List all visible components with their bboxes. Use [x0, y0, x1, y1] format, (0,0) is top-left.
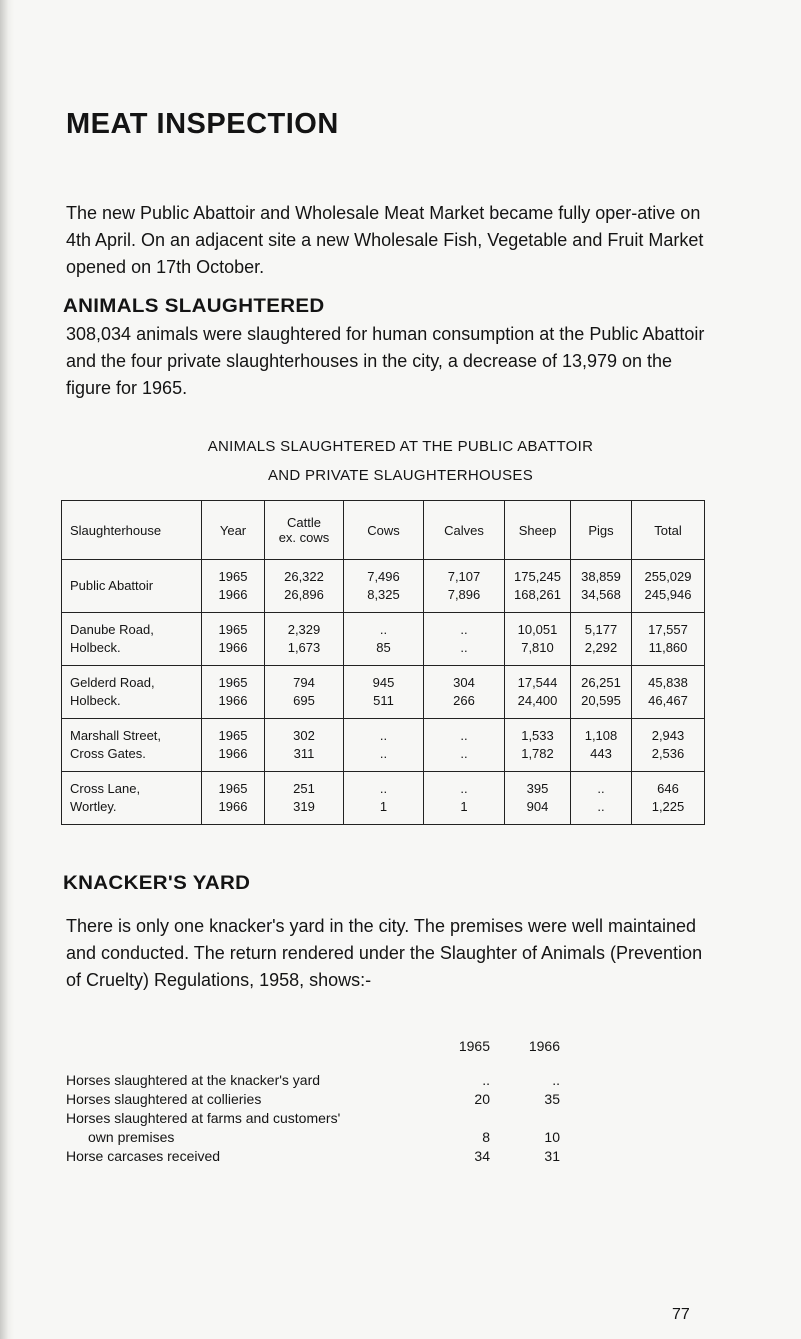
knackers-yard-heading: KNACKER'S YARD — [63, 873, 251, 894]
page-edge — [0, 0, 14, 1339]
pigs-cell — [571, 560, 632, 613]
year-value: 1965 — [218, 675, 248, 690]
calves-value: 304 — [453, 675, 475, 690]
total-cell — [632, 772, 705, 825]
sheep-cell — [505, 613, 571, 666]
slaughterhouse-name-cell — [62, 666, 202, 719]
year-value: 1966 — [218, 693, 248, 708]
slaughterhouse-name-cell — [62, 613, 202, 666]
header-total: Total — [632, 501, 705, 560]
cattle-cell — [265, 719, 344, 772]
cattle-value: 26,322 — [284, 569, 324, 584]
slaughterhouse-name-line: Cross Gates. — [70, 746, 146, 761]
cows-value: 8,325 — [367, 587, 400, 602]
knacker-value-1966: 10 — [544, 1129, 560, 1145]
sheep-value: 168,261 — [514, 587, 561, 602]
calves-value: .. — [460, 622, 468, 637]
slaughterhouse-name-line: Marshall Street, — [70, 728, 162, 743]
knacker-row — [66, 1072, 606, 1091]
animals-slaughtered-heading: ANIMALS SLAUGHTERED — [63, 296, 325, 317]
total-value: 2,943 — [651, 728, 685, 743]
cows-cell — [344, 719, 424, 772]
total-cell — [632, 613, 705, 666]
pigs-value: 20,595 — [581, 693, 621, 708]
table-row — [62, 666, 705, 719]
calves-cell — [424, 719, 505, 772]
slaughterhouse-name-line: Gelderd Road, — [70, 675, 155, 690]
cows-value: 1 — [379, 799, 388, 814]
slaughterhouse-name-line: Holbeck. — [70, 640, 121, 655]
cattle-value: 1,673 — [287, 640, 321, 655]
pigs-cell — [571, 772, 632, 825]
total-value: 2,536 — [651, 746, 685, 761]
header-sheep: Sheep — [505, 501, 571, 560]
header-cows: Cows — [344, 501, 424, 560]
cows-value: 7,496 — [367, 569, 400, 584]
year-value: 1965 — [218, 622, 248, 637]
pigs-value: .. — [597, 781, 605, 796]
knacker-row — [66, 1148, 606, 1167]
knacker-col-1966: 1966 — [528, 1038, 560, 1054]
cattle-cell — [265, 560, 344, 613]
calves-cell — [424, 666, 505, 719]
knacker-row-label: Horses slaughtered at collieries — [66, 1091, 262, 1107]
year-value: 1966 — [218, 587, 248, 602]
cattle-value: 302 — [293, 728, 315, 743]
table-title-line-1: ANIMALS SLAUGHTERED AT THE PUBLIC ABATTOIR — [207, 438, 594, 455]
table-row — [62, 560, 705, 613]
calves-cell — [424, 613, 505, 666]
slaughterhouse-name-line: Wortley. — [70, 799, 117, 814]
slaughterhouse-name-cell — [62, 772, 202, 825]
knacker-year-header — [66, 1038, 606, 1072]
year-cell — [202, 719, 265, 772]
table-row — [62, 772, 705, 825]
calves-value: 266 — [453, 693, 475, 708]
total-value: 245,946 — [644, 587, 692, 602]
pigs-value: 26,251 — [581, 675, 621, 690]
intro-paragraph: The new Public Abattoir and Wholesale Meat Market became fully oper-ative on 4th April. On an adjacent site a new Wholesale Fish, Vegetable and Fruit Market opened on 17th October. — [66, 203, 704, 277]
header-pigs: Pigs — [571, 501, 632, 560]
sheep-value: 7,810 — [521, 640, 554, 655]
calves-cell — [424, 772, 505, 825]
slaughterhouse-name-cell — [62, 719, 202, 772]
sheep-value: 1,782 — [521, 746, 554, 761]
cattle-value: 2,329 — [287, 622, 321, 637]
knacker-value-1965: .. — [482, 1072, 490, 1088]
pigs-value: 38,859 — [581, 569, 621, 584]
knacker-row-label: Horses slaughtered at farms and customers' — [66, 1110, 341, 1126]
calves-value: .. — [460, 746, 468, 761]
total-cell — [632, 719, 705, 772]
header-cattle-line-2: ex. cows — [278, 530, 330, 545]
cows-cell — [344, 772, 424, 825]
pigs-value: 5,177 — [584, 622, 618, 637]
total-value: 17,557 — [648, 622, 688, 637]
cows-value: 85 — [376, 640, 391, 655]
cattle-value: 26,896 — [284, 587, 324, 602]
slaughterhouse-name-cell — [62, 560, 202, 613]
sheep-value: 17,544 — [517, 675, 558, 690]
total-cell — [632, 560, 705, 613]
cows-cell — [344, 666, 424, 719]
calves-value: .. — [460, 640, 468, 655]
pigs-value: 1,108 — [584, 728, 618, 743]
pigs-value: 2,292 — [584, 640, 618, 655]
year-value: 1966 — [218, 799, 248, 814]
pigs-cell — [571, 613, 632, 666]
knacker-value-1966: 35 — [544, 1091, 560, 1107]
header-cattle — [265, 501, 344, 560]
total-value: 11,860 — [648, 640, 688, 655]
cattle-cell — [265, 772, 344, 825]
sheep-value: 904 — [526, 799, 549, 814]
knacker-col-1965: 1965 — [458, 1038, 490, 1054]
slaughterhouse-name-line: Holbeck. — [70, 693, 121, 708]
cows-value: 945 — [372, 675, 395, 690]
year-cell — [202, 613, 265, 666]
cows-value: .. — [379, 781, 388, 796]
pigs-value: 443 — [590, 746, 612, 761]
year-value: 1966 — [218, 640, 248, 655]
sheep-cell — [505, 666, 571, 719]
year-cell — [202, 560, 265, 613]
table-header-row — [62, 501, 705, 560]
total-value: 1,225 — [651, 799, 685, 814]
table-body — [62, 560, 705, 825]
slaughterhouse-name-line: Danube Road, — [70, 622, 154, 637]
knackers-yard-paragraph: There is only one knacker's yard in the city. The premises were well maintained and conducted. The return rendered under the Slaughter of Animals (Prevention of Cruelty) Regulations, 1958, shows:- — [66, 916, 703, 990]
sheep-value: 10,051 — [517, 622, 558, 637]
cows-cell — [344, 560, 424, 613]
cattle-value: 695 — [293, 693, 315, 708]
cattle-cell — [265, 613, 344, 666]
pigs-cell — [571, 719, 632, 772]
knacker-return-table — [66, 1038, 606, 1167]
sheep-value: 175,245 — [514, 569, 561, 584]
cows-value: .. — [379, 728, 388, 743]
sheep-value: 395 — [526, 781, 549, 796]
knacker-value-1966: .. — [552, 1072, 560, 1088]
knacker-value-1966: 31 — [544, 1148, 560, 1164]
calves-value: .. — [460, 728, 468, 743]
header-cattle-line-1: Cattle — [287, 515, 321, 530]
year-value: 1965 — [218, 569, 248, 584]
page-number: 77 — [672, 1306, 690, 1323]
calves-value: .. — [460, 781, 468, 796]
knacker-row — [66, 1091, 606, 1110]
sheep-cell — [505, 560, 571, 613]
slaughterhouse-name-line: Public Abattoir — [70, 578, 154, 593]
table-row — [62, 613, 705, 666]
total-value: 46,467 — [648, 693, 688, 708]
year-cell — [202, 666, 265, 719]
year-value: 1965 — [218, 728, 248, 743]
year-cell — [202, 772, 265, 825]
slaughter-table — [61, 500, 705, 825]
header-calves: Calves — [424, 501, 505, 560]
pigs-value: 34,568 — [581, 587, 621, 602]
cattle-value: 319 — [293, 799, 315, 814]
pigs-value: .. — [597, 799, 605, 814]
animals-slaughtered-paragraph: 308,034 animals were slaughtered for human consumption at the Public Abattoir and the four private slaughterhouses in the city, a decrease of 13,979 on the figure for 1965. — [66, 324, 705, 398]
knacker-rows — [66, 1072, 606, 1167]
table-row — [62, 719, 705, 772]
calves-value: 1 — [460, 799, 468, 814]
pigs-cell — [571, 666, 632, 719]
year-value: 1966 — [218, 746, 248, 761]
total-cell — [632, 666, 705, 719]
total-value: 646 — [657, 781, 679, 796]
table-title-line-2: AND PRIVATE SLAUGHTERHOUSES — [267, 467, 534, 484]
knacker-value-1965: 20 — [474, 1091, 490, 1107]
total-value: 45,838 — [648, 675, 688, 690]
cattle-cell — [265, 666, 344, 719]
cows-value: .. — [379, 622, 388, 637]
cattle-value: 794 — [293, 675, 315, 690]
cattle-value: 251 — [293, 781, 315, 796]
cattle-value: 311 — [293, 746, 315, 761]
cows-value: 511 — [373, 693, 394, 708]
page-title: MEAT INSPECTION — [66, 108, 339, 140]
header-slaughterhouse: Slaughterhouse — [62, 501, 202, 560]
calves-value: 7,107 — [447, 569, 481, 584]
cows-value: .. — [379, 746, 388, 761]
sheep-value: 1,533 — [521, 728, 554, 743]
total-value: 255,029 — [644, 569, 692, 584]
calves-value: 7,896 — [447, 587, 481, 602]
slaughterhouse-name-line: Cross Lane, — [70, 781, 141, 796]
knacker-value-1965: 34 — [474, 1148, 490, 1164]
knacker-row-label: Horses slaughtered at the knacker's yard — [66, 1072, 321, 1088]
sheep-cell — [505, 772, 571, 825]
calves-cell — [424, 560, 505, 613]
cows-cell — [344, 613, 424, 666]
knacker-row — [66, 1129, 606, 1148]
knacker-value-1965: 8 — [482, 1129, 490, 1145]
knacker-row — [66, 1110, 606, 1129]
sheep-value: 24,400 — [517, 693, 558, 708]
header-year: Year — [202, 501, 265, 560]
knacker-row-label: own premises — [88, 1129, 175, 1145]
year-value: 1965 — [218, 781, 248, 796]
knacker-row-label: Horse carcases received — [66, 1148, 221, 1164]
sheep-cell — [505, 719, 571, 772]
